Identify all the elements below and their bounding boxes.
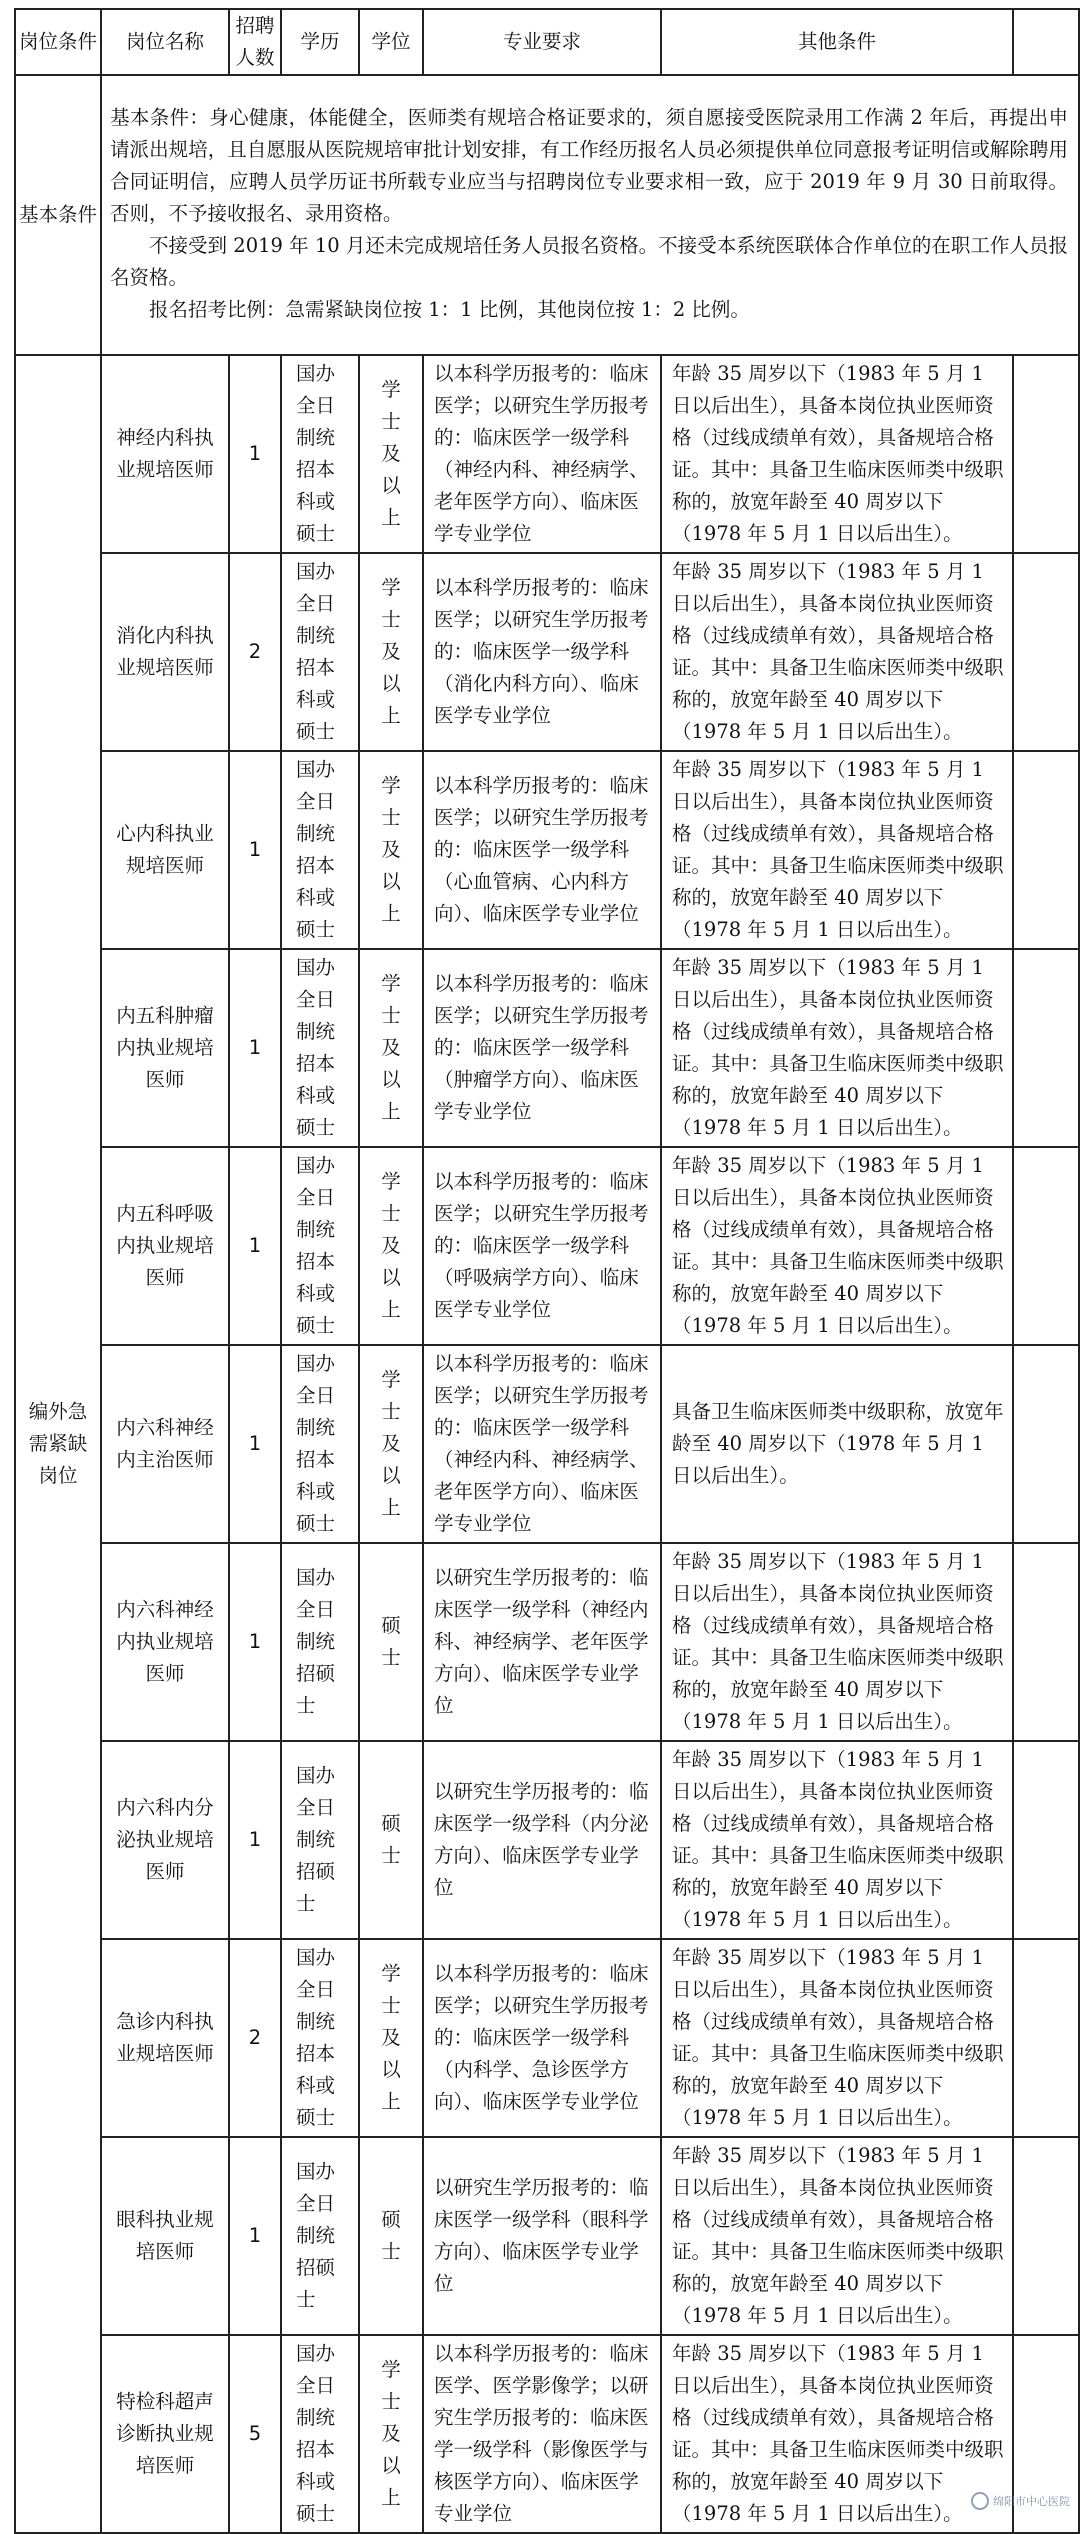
hire-count-cell: 5 <box>229 2335 281 2533</box>
education-cell: 国办全日制统招硕士 <box>281 1741 359 1939</box>
degree-cell: 学士及以上 <box>359 553 423 751</box>
major-cell: 以研究生学历报考的：临床医学一级学科（眼科学方向）、临床医学专业学位 <box>423 2137 661 2335</box>
table-row <box>15 553 1079 751</box>
other-conditions-cell: 年龄 35 周岁以下（1983 年 5 月 1 日以后出生），具备本岗位执业医师资格（过线成绩单有效），具备规培合格证。其中：具备卫生临床医师类中级职称的，放宽年龄至 40 周岁以下（1978 年 5 月 1 日以后出生）。 <box>661 949 1013 1147</box>
category-cell: 编外急需紧缺岗位 <box>15 355 101 2533</box>
header-degree: 学位 <box>359 9 423 75</box>
other-conditions-cell: 年龄 35 周岁以下（1983 年 5 月 1 日以后出生），具备本岗位执业医师资格（过线成绩单有效），具备规培合格证。其中：具备卫生临床医师类中级职称的，放宽年龄至 40 周岁以下（1978 年 5 月 1 日以后出生）。 <box>661 553 1013 751</box>
position-name-cell: 内六科神经内执业规培医师 <box>101 1543 229 1741</box>
major-cell: 以本科学历报考的：临床医学；以研究生学历报考的：临床医学一级学科（心血管病、心内科方向）、临床医学专业学位 <box>423 751 661 949</box>
education-cell: 国办全日制统招本科或硕士 <box>281 1939 359 2137</box>
basic-conditions-label: 基本条件 <box>15 75 101 355</box>
basic-paragraph-1: 基本条件：身心健康，体能健全，医师类有规培合格证要求的，须自愿接受医院录用工作满 2 年后，再提出申请派出规培，且自愿服从医院规培审批计划安排，有工作经历报名人员必须提供单位同意报考证明信或解除聘用合同证明信，应聘人员学历证书所载专业应当与招聘岗位专业要求相一致，应于 2019 年 9 月 30 日前取得。否则，不予接收报名、录用资格。 <box>110 106 1068 225</box>
hire-count-cell: 1 <box>229 2137 281 2335</box>
major-cell: 以本科学历报考的：临床医学；以研究生学历报考的：临床医学一级学科（消化内科方向）、临床医学专业学位 <box>423 553 661 751</box>
table-row <box>15 1939 1079 2137</box>
position-name-cell: 急诊内科执业规培医师 <box>101 1939 229 2137</box>
position-name-cell: 内五科呼吸内执业规培医师 <box>101 1147 229 1345</box>
hire-count-cell: 2 <box>229 1939 281 2137</box>
education-cell: 国办全日制统招本科或硕士 <box>281 1147 359 1345</box>
table-row <box>15 751 1079 949</box>
hire-count-cell: 1 <box>229 751 281 949</box>
degree-cell: 学士及以上 <box>359 751 423 949</box>
major-cell: 以本科学历报考的：临床医学；以研究生学历报考的：临床医学一级学科（呼吸病学方向）、临床医学专业学位 <box>423 1147 661 1345</box>
degree-cell: 硕士 <box>359 1543 423 1741</box>
table-row <box>15 1345 1079 1543</box>
position-name-cell: 眼科执业规培医师 <box>101 2137 229 2335</box>
degree-cell: 学士及以上 <box>359 1345 423 1543</box>
table-row <box>15 1543 1079 1741</box>
other-conditions-cell: 年龄 35 周岁以下（1983 年 5 月 1 日以后出生），具备本岗位执业医师资格（过线成绩单有效），具备规培合格证。其中：具备卫生临床医师类中级职称的，放宽年龄至 40 周岁以下（1978 年 5 月 1 日以后出生）。 <box>661 751 1013 949</box>
header-major: 专业要求 <box>423 9 661 75</box>
other-conditions-cell: 年龄 35 周岁以下（1983 年 5 月 1 日以后出生），具备本岗位执业医师资格（过线成绩单有效），具备规培合格证。其中：具备卫生临床医师类中级职称的，放宽年龄至 40 周岁以下（1978 年 5 月 1 日以后出生）。 <box>661 1543 1013 1741</box>
major-cell: 以本科学历报考的：临床医学；以研究生学历报考的：临床医学一级学科（内科学、急诊医学方向）、临床医学专业学位 <box>423 1939 661 2137</box>
position-name-cell: 特检科超声诊断执业规培医师 <box>101 2335 229 2533</box>
major-cell: 以本科学历报考的：临床医学、医学影像学；以研究生学历报考的：临床医学一级学科（影像医学与核医学方向）、临床医学专业学位 <box>423 2335 661 2533</box>
education-cell: 国办全日制统招本科或硕士 <box>281 2335 359 2533</box>
position-rows <box>15 355 1079 2533</box>
position-name-cell: 内六科神经内主治医师 <box>101 1345 229 1543</box>
degree-cell: 学士及以上 <box>359 949 423 1147</box>
header-count: 招聘人数 <box>229 9 281 75</box>
blank-cell <box>1013 1543 1079 1741</box>
other-conditions-cell: 年龄 35 周岁以下（1983 年 5 月 1 日以后出生），具备本岗位执业医师资格（过线成绩单有效），具备规培合格证。其中：具备卫生临床医师类中级职称的，放宽年龄至 40 周岁以下（1978 年 5 月 1 日以后出生）。 <box>661 2137 1013 2335</box>
blank-cell <box>1013 553 1079 751</box>
blank-cell <box>1013 1147 1079 1345</box>
table-row <box>15 1741 1079 1939</box>
basic-conditions-text <box>101 75 1079 355</box>
recruitment-table <box>14 8 1080 2534</box>
header-other: 其他条件 <box>661 9 1013 75</box>
blank-cell <box>1013 1345 1079 1543</box>
degree-cell: 硕士 <box>359 2137 423 2335</box>
position-name-cell: 神经内科执业规培医师 <box>101 355 229 553</box>
other-conditions-cell: 年龄 35 周岁以下（1983 年 5 月 1 日以后出生），具备本岗位执业医师资格（过线成绩单有效），具备规培合格证。其中：具备卫生临床医师类中级职称的，放宽年龄至 40 周岁以下（1978 年 5 月 1 日以后出生）。 <box>661 1741 1013 1939</box>
education-cell: 国办全日制统招本科或硕士 <box>281 1345 359 1543</box>
hire-count-cell: 1 <box>229 1741 281 1939</box>
major-cell: 以本科学历报考的：临床医学；以研究生学历报考的：临床医学一级学科（神经内科、神经病学、老年医学方向）、临床医学专业学位 <box>423 1345 661 1543</box>
watermark-text: 绵阳市中心医院 <box>993 2495 1070 2508</box>
table-row <box>15 949 1079 1147</box>
blank-cell <box>1013 1939 1079 2137</box>
header-name: 岗位名称 <box>101 9 229 75</box>
other-conditions-cell: 年龄 35 周岁以下（1983 年 5 月 1 日以后出生），具备本岗位执业医师资格（过线成绩单有效），具备规培合格证。其中：具备卫生临床医师类中级职称的，放宽年龄至 40 周岁以下（1978 年 5 月 1 日以后出生）。 <box>661 355 1013 553</box>
hire-count-cell: 1 <box>229 1345 281 1543</box>
blank-cell <box>1013 2137 1079 2335</box>
table-row <box>15 2335 1079 2533</box>
hire-count-cell: 1 <box>229 355 281 553</box>
blank-cell <box>1013 949 1079 1147</box>
position-name-cell: 心内科执业规培医师 <box>101 751 229 949</box>
degree-cell: 学士及以上 <box>359 2335 423 2533</box>
hire-count-cell: 1 <box>229 949 281 1147</box>
other-conditions-cell: 年龄 35 周岁以下（1983 年 5 月 1 日以后出生），具备本岗位执业医师资格（过线成绩单有效），具备规培合格证。其中：具备卫生临床医师类中级职称的，放宽年龄至 40 周岁以下（1978 年 5 月 1 日以后出生）。 <box>661 1939 1013 2137</box>
other-conditions-cell: 具备卫生临床医师类中级职称，放宽年龄至 40 周岁以下（1978 年 5 月 1 日以后出生）。 <box>661 1345 1013 1543</box>
major-cell: 以本科学历报考的：临床医学；以研究生学历报考的：临床医学一级学科（肿瘤学方向）、临床医学专业学位 <box>423 949 661 1147</box>
hire-count-cell: 1 <box>229 1543 281 1741</box>
major-cell: 以研究生学历报考的：临床医学一级学科（内分泌方向）、临床医学专业学位 <box>423 1741 661 1939</box>
position-name-cell: 消化内科执业规培医师 <box>101 553 229 751</box>
basic-section <box>15 75 1079 355</box>
table-header <box>15 9 1079 75</box>
hire-count-cell: 1 <box>229 1147 281 1345</box>
education-cell: 国办全日制统招本科或硕士 <box>281 355 359 553</box>
degree-cell: 学士及以上 <box>359 1147 423 1345</box>
position-name-cell: 内六科内分泌执业规培医师 <box>101 1741 229 1939</box>
major-cell: 以研究生学历报考的：临床医学一级学科（神经内科、神经病学、老年医学方向）、临床医学专业学位 <box>423 1543 661 1741</box>
basic-paragraph-2: 不接受到 2019 年 10 月还未完成规培任务人员报名资格。不接受本系统医联体合作单位的在职工作人员报名资格。 <box>110 234 1068 289</box>
blank-cell <box>1013 355 1079 553</box>
major-cell: 以本科学历报考的：临床医学；以研究生学历报考的：临床医学一级学科（神经内科、神经病学、老年医学方向）、临床医学专业学位 <box>423 355 661 553</box>
blank-cell <box>1013 1741 1079 1939</box>
blank-cell <box>1013 751 1079 949</box>
degree-cell: 学士及以上 <box>359 1939 423 2137</box>
hire-count-cell: 2 <box>229 553 281 751</box>
table-row <box>15 355 1079 553</box>
logo-icon <box>971 2492 989 2510</box>
basic-paragraph-3: 报名招考比例：急需紧缺岗位按 1：1 比例，其他岗位按 1：2 比例。 <box>149 298 750 321</box>
header-education: 学历 <box>281 9 359 75</box>
education-cell: 国办全日制统招硕士 <box>281 2137 359 2335</box>
education-cell: 国办全日制统招本科或硕士 <box>281 751 359 949</box>
education-cell: 国办全日制统招本科或硕士 <box>281 949 359 1147</box>
degree-cell: 硕士 <box>359 1741 423 1939</box>
education-cell: 国办全日制统招硕士 <box>281 1543 359 1741</box>
watermark-logo <box>971 2490 1081 2512</box>
other-conditions-cell: 年龄 35 周岁以下（1983 年 5 月 1 日以后出生），具备本岗位执业医师资格（过线成绩单有效），具备规培合格证。其中：具备卫生临床医师类中级职称的，放宽年龄至 40 周岁以下（1978 年 5 月 1 日以后出生）。 <box>661 2335 1013 2533</box>
degree-cell: 学士及以上 <box>359 355 423 553</box>
position-name-cell: 内五科肿瘤内执业规培医师 <box>101 949 229 1147</box>
other-conditions-cell: 年龄 35 周岁以下（1983 年 5 月 1 日以后出生），具备本岗位执业医师资格（过线成绩单有效），具备规培合格证。其中：具备卫生临床医师类中级职称的，放宽年龄至 40 周岁以下（1978 年 5 月 1 日以后出生）。 <box>661 1147 1013 1345</box>
header-blank <box>1013 9 1079 75</box>
table-row <box>15 2137 1079 2335</box>
header-category: 岗位条件 <box>15 9 101 75</box>
table-row <box>15 1147 1079 1345</box>
education-cell: 国办全日制统招本科或硕士 <box>281 553 359 751</box>
